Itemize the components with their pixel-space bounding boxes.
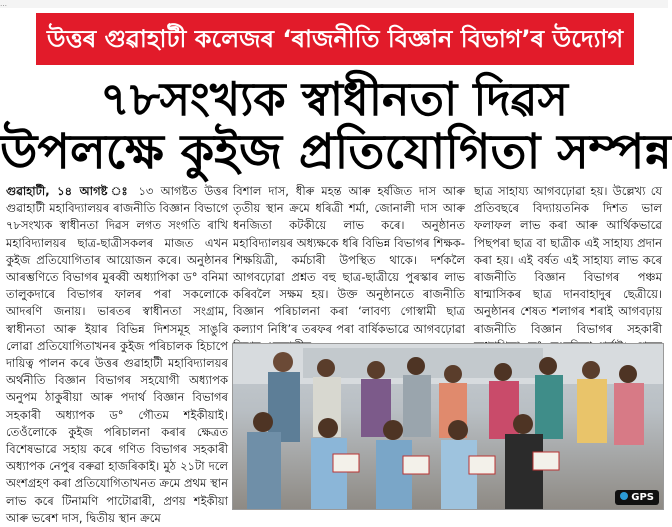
dateline: গুৱাহাটী, ১৪ আগষ্ট ঃ bbox=[6, 184, 132, 198]
banner-kicker: উত্তৰ গুৱাহাটী কলেজৰ ‘ৰাজনীতি বিজ্ঞান বিভাগ’ৰ উদ্যোগ bbox=[36, 13, 634, 65]
top-strip: … bbox=[0, 0, 668, 8]
article-column-2 bbox=[233, 183, 465, 336]
gps-badge bbox=[615, 490, 659, 505]
column-1-text: ১৩ আগষ্টত উত্তৰ গুৱাহাটী মহাবিদ্যালয়ৰ ৰাজনীতি বিজ্ঞান বিভাগে ৭৮সংখ্যক স্বাধীনতা দিৱস লগত সংগতি ৰাখি মহাবিদ্যালয়ৰ ছাত্ৰ-ছাত্ৰীসকলৰ মাজত এখন কুইজ প্ৰতিযোগিতাৰ আয়োজন কৰে। অনুষ্ঠানৰ আৰম্ভণিতে বিভাগৰ মুৰব্বী অধ্যাপিকা ড° বনিমা তালুকদাৰে বিভাগৰ ফালৰ পৰা সকলোকে আদৰণি জনায়। ভাৰতৰ স্বাধীনতা সংগ্ৰাম, স্বাধীনতা আৰু ইয়াৰ বিভিন্ন দিশসমূহ সাঙুৰি লোৱা প্ৰতিযোগিতাখনৰ কুইজ পৰিচালক হিচাপে দায়িত্ব পালন কৰে উত্তৰ গুৱাহাটী মহাবিদ্যালয়ৰ অৰ্থনীতি বিজ্ঞান বিভাগৰ সহযোগী অধ্যাপক অনুপম ঠাকুৰীয়া আৰু পদাৰ্থ বিজ্ঞান বিভাগৰ সহকাৰী অধ্যাপক ড° গৌতম শইকীয়াই। তেওঁলোকে কুইজ পৰিচালনা কৰাৰ ক্ষেত্ৰত বিশেষভাৱে সহায় কৰে গণিত বিভাগৰ সহকাৰী অধ্যাপক নেপুৰ বৰুৱা হাজৰিকাই। মুঠ ২১টা দলে অংশগ্ৰহণ কৰা প্ৰতিযোগিতাখনত ক্ৰমে প্ৰথম স্থান লাভ কৰে টিনামণি পাটোৱাৰী, প্ৰণয় শইকীয়া আৰু ভৰেশ দাস, দ্বিতীয় স্থান ক্ৰমে bbox=[6, 184, 228, 525]
group-photo bbox=[232, 343, 664, 510]
article-column-1 bbox=[6, 183, 228, 525]
location-icon bbox=[620, 492, 628, 500]
gps-badge-label: GPS bbox=[631, 492, 654, 503]
headline-line-2: উপলক্ষে কুইজ প্ৰতিযোগিতা সম্পন্ন bbox=[0, 124, 672, 180]
group-photo-illustration bbox=[233, 344, 663, 509]
article-column-3 bbox=[474, 183, 662, 343]
headline-line-1: ৭৮সংখ্যক স্বাধীনতা দিৱস bbox=[100, 72, 568, 126]
column-3-text: ছাত্ৰ সাহায্য আগবঢ়োৱা হয়। উল্লেখ্য যে প্ৰতিবছৰে বিদ্যায়তনিক দিশত ভাল ফলাফল লাভ কৰা আৰু আৰ্থিকভাৱে পিছপৰা ছাত্ৰ বা ছাত্ৰীক এই সাহায্য প্ৰদান কৰা হয়। এই বৰ্ষত এই সাহায্য লাভ কৰে ৰাজনীতি বিজ্ঞান বিভাগৰ পঞ্চম ষান্মাসিকৰ ছাত্ৰ দানবাহাদুৰ ছেত্ৰীয়ে। অনুষ্ঠানৰ শেষত শলাগৰ শৰাই আগবঢ়ায় ৰাজনীতি বিজ্ঞান বিভাগৰ সহকাৰী bbox=[474, 184, 662, 336]
column-2-text: বিশাল দাস, ধীৰু মহন্ত আৰু হৰ্ষজিত দাস আৰু তৃতীয় স্থান ক্ৰমে ধৰিত্ৰী শৰ্মা, জোনালী দাস আৰু ধনজিতা কটকীয়ে লাভ কৰে। অনুষ্ঠানত মহাবিদ্যালয়ৰ অধ্যক্ষকে ধৰি বিভিন্ন বিভাগৰ শিক্ষক-শিক্ষয়িত্ৰী, কৰ্মচাৰী উপস্থিত থাকে। দৰ্শকলৈ আগবঢ়োৱা প্ৰশ্নত বহু ছাত্ৰ-ছাত্ৰীয়ে পুৰস্কাৰ লাভ কৰিবলৈ সক্ষম হয়। উক্ত অনুষ্ঠানতে ৰাজনীতি বিজ্ঞান পৰিচালনা কৰা ‘লাবণ্য গোস্বামী ছাত্ৰ কল্যাণ নিধি’ৰ তৰফৰ পৰা বাৰ্ষিকভাৱে আগবঢ়োৱা bbox=[233, 184, 465, 336]
